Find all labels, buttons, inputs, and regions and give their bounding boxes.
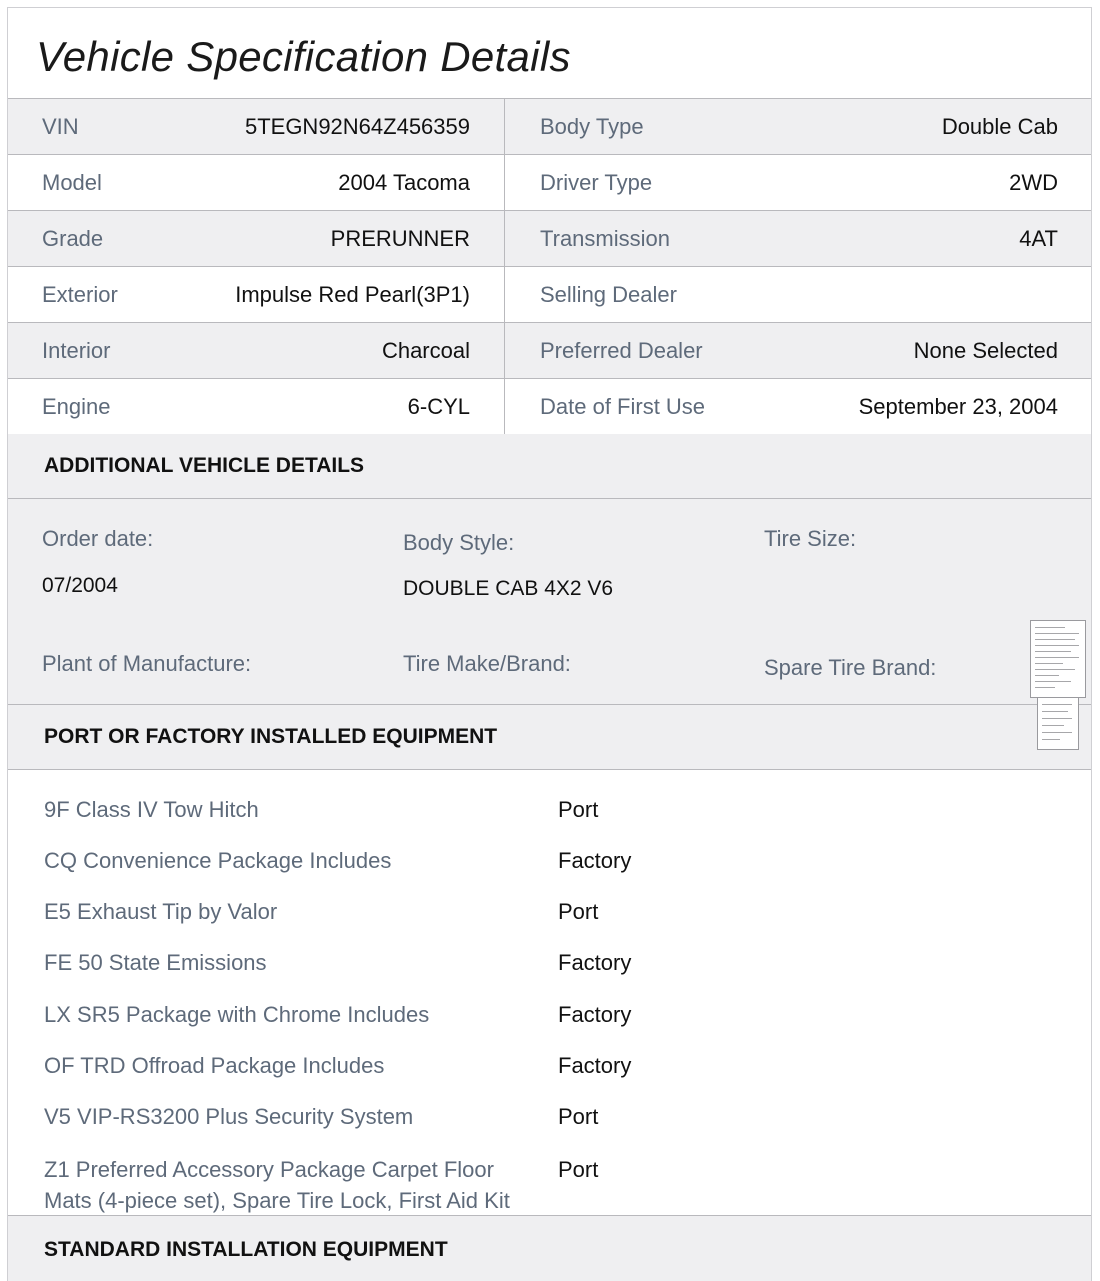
spec-value: 2WD	[1009, 169, 1058, 195]
installed-equipment-header: PORT OR FACTORY INSTALLED EQUIPMENT	[8, 705, 1091, 770]
spec-row	[8, 267, 1091, 323]
equipment-type: Port	[558, 1104, 599, 1129]
equipment-type: Port	[558, 899, 599, 924]
spec-table	[8, 98, 1091, 435]
equipment-type: Port	[558, 1157, 599, 1182]
spec-label: Driver Type	[540, 169, 653, 195]
equipment-name: Z1 Preferred Accessory Package Carpet Floor Mats (4-piece set), Spare Tire Lock, First Aid Kit	[44, 1157, 510, 1213]
order-date-label: Order date:	[42, 526, 154, 551]
spec-label: Grade	[42, 225, 104, 251]
additional-details-panel	[8, 499, 1091, 705]
equipment-name: LX SR5 Package with Chrome Includes	[44, 1002, 430, 1027]
spec-label: Date of First Use	[540, 393, 706, 419]
equipment-type: Factory	[558, 1053, 632, 1078]
equipment-name: OF TRD Offroad Package Includes	[44, 1053, 385, 1078]
spec-label: Preferred Dealer	[540, 337, 703, 363]
spec-label: Model	[42, 169, 102, 195]
tire-size-label: Tire Size:	[764, 526, 857, 551]
equipment-type: Factory	[558, 1002, 632, 1027]
spec-value: Double Cab	[941, 113, 1058, 139]
body-style-label: Body Style:	[403, 530, 515, 555]
plant-label: Plant of Manufacture:	[42, 651, 252, 676]
spec-value: 5TEGN92N64Z456359	[244, 113, 470, 139]
page-thumbnail[interactable]	[1037, 697, 1079, 750]
spec-label: Transmission	[540, 225, 670, 251]
additional-details-header: ADDITIONAL VEHICLE DETAILS	[8, 434, 1091, 499]
spec-row	[8, 99, 1091, 155]
spec-label: VIN	[42, 113, 79, 139]
equipment-name: E5 Exhaust Tip by Valor	[44, 899, 278, 924]
spec-row	[8, 155, 1091, 211]
spec-label: Exterior	[42, 281, 118, 307]
equipment-name: V5 VIP-RS3200 Plus Security System	[44, 1104, 414, 1129]
spec-label: Body Type	[540, 113, 644, 139]
tire-make-label: Tire Make/Brand:	[403, 651, 571, 676]
spec-value: Impulse Red Pearl(3P1)	[235, 281, 470, 307]
spec-row	[8, 323, 1091, 379]
spec-row	[8, 211, 1091, 267]
equipment-type: Factory	[558, 848, 632, 873]
body-style-value: DOUBLE CAB 4X2 V6	[403, 577, 614, 600]
spec-value: Charcoal	[381, 337, 470, 363]
spec-row	[8, 379, 1091, 435]
spec-value: None Selected	[913, 337, 1058, 363]
page-title: Vehicle Specification Details	[36, 33, 571, 80]
equipment-name: CQ Convenience Package Includes	[44, 848, 392, 873]
spec-value: September 23, 2004	[858, 393, 1058, 419]
standard-equipment-header: STANDARD INSTALLATION EQUIPMENT	[8, 1215, 1091, 1281]
order-date-value: 07/2004	[42, 574, 118, 597]
spec-value: PRERUNNER	[330, 225, 470, 251]
spec-page	[7, 7, 1092, 1281]
equipment-name: 9F Class IV Tow Hitch	[44, 797, 259, 822]
spec-value: 6-CYL	[407, 393, 470, 419]
equipment-name: FE 50 State Emissions	[44, 950, 267, 975]
spec-label: Engine	[42, 393, 111, 419]
spec-value: 2004 Tacoma	[338, 169, 470, 195]
equipment-type: Factory	[558, 950, 632, 975]
spare-tire-label: Spare Tire Brand:	[764, 655, 937, 680]
spec-label: Selling Dealer	[540, 281, 677, 307]
equipment-type: Port	[558, 797, 599, 822]
page-thumbnail[interactable]	[1030, 620, 1086, 698]
spec-label: Interior	[42, 337, 111, 363]
spec-value: 4AT	[1019, 225, 1058, 251]
